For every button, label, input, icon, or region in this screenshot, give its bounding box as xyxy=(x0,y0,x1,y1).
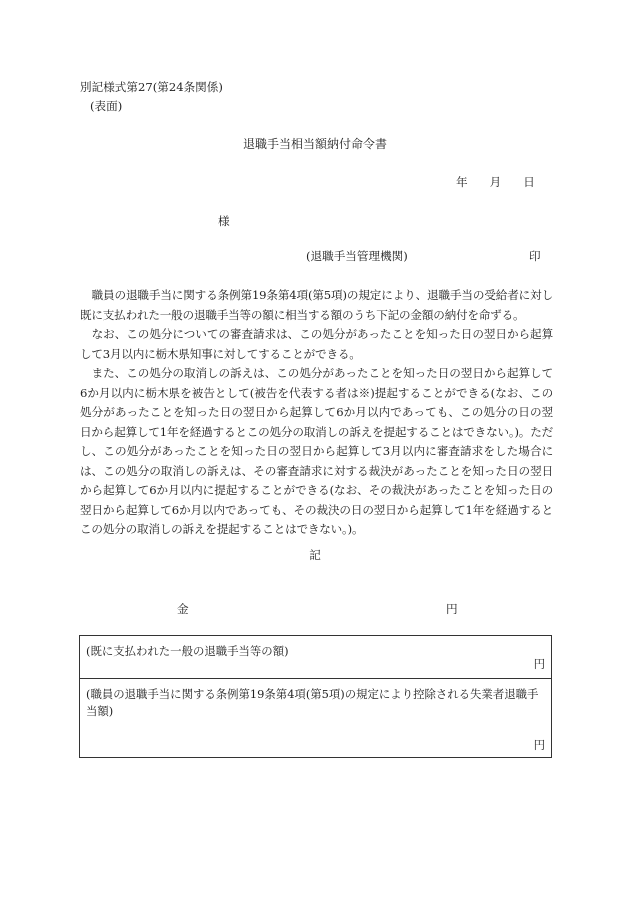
issuing-office: (退職手当管理機関) xyxy=(306,249,408,263)
seal-mark: 印 xyxy=(529,249,541,263)
amount-details-table xyxy=(79,635,552,758)
date-line xyxy=(456,173,535,193)
date-day-label: 日 xyxy=(523,175,535,189)
detail-row-unit: 円 xyxy=(533,656,545,671)
amount-unit: 円 xyxy=(446,602,458,616)
detail-row-deducted-amount xyxy=(80,679,551,759)
body-paragraph-lawsuit: また、この処分の取消しの訴えは、この処分があったことを知った日の翌日から起算して6か月以内に栃木県を被告として(被告を代表する者は※)提起することができる(なお、この処分があったことを知った日の翌日から起算して6か月以内であっても、この処分の日の翌日から起算して1年を経過するとこの処分の取消しの訴えを提起することはできない。)。ただし、この処分があったことを知った日の翌日から起算して3月以内に審査請求をした場合には、この処分の取消しの訴えは、その審査請求に対する裁決があったことを知った日の翌日から起算して6か月以内に提起することができる(なお、その裁決があったことを知った日の翌日から起算して6か月以内であっても、その裁決の日の翌日から起算して1年を経過するとこの処分の取消しの訴えを提起することはできない。)。 xyxy=(80,366,553,536)
detail-row-label: (職員の退職手当に関する条例第19条第4項(第5項)の規定により控除される失業者退職手当額) xyxy=(86,687,539,718)
date-month-label: 月 xyxy=(489,175,502,189)
form-number: 別記様式第27(第24条関係) xyxy=(80,80,223,94)
form-side-label: (表面) xyxy=(90,99,123,113)
detail-row-label: (既に支払われた一般の退職手当等の額) xyxy=(86,644,289,658)
date-year-label: 年 xyxy=(456,175,468,189)
body-paragraph-appeal: なお、この処分についての審査請求は、この処分があったことを知った日の翌日から起算して3月以内に栃木県知事に対してすることができる。 xyxy=(80,327,553,361)
detail-row-unit: 円 xyxy=(533,737,545,752)
addressee-honorific: 様 xyxy=(218,214,230,228)
ki-heading: 記 xyxy=(309,548,321,562)
document-title: 退職手当相当額納付命令書 xyxy=(242,137,387,151)
body-paragraph-order: 職員の退職手当に関する条例第19条第4項(第5項)の規定により、退職手当の受給者に対し既に支払われた一般の退職手当等の額に相当する額のうち下記の金額の納付を命ずる。 xyxy=(80,288,553,322)
detail-row-paid-amount xyxy=(80,636,551,679)
amount-label: 金 xyxy=(177,602,189,616)
